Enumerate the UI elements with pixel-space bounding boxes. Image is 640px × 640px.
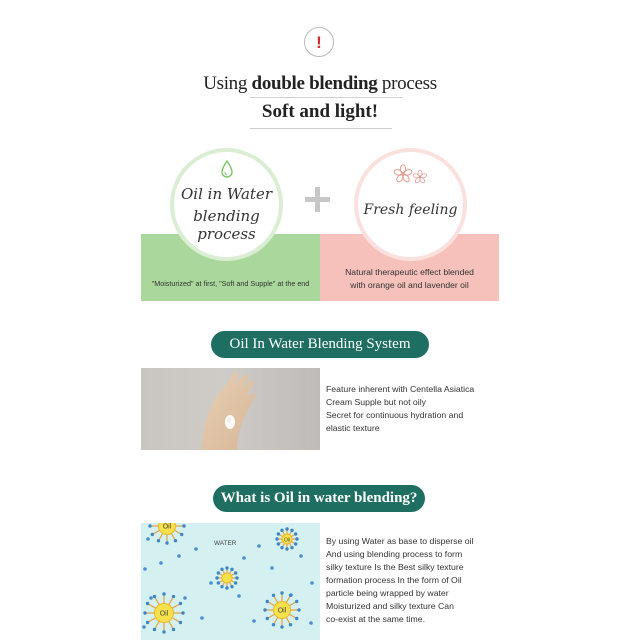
exclamation-icon: ! xyxy=(316,32,322,52)
description-line: silky texture Is the Best silky texture xyxy=(326,562,464,572)
headline-emphasis: double blending xyxy=(251,73,378,94)
fresh-feeling-circle xyxy=(354,148,467,261)
oil-label: Oil xyxy=(162,523,172,531)
oil-particle-diagram xyxy=(141,523,320,640)
headline-pre: Using xyxy=(203,73,252,94)
fresh-feeling-description xyxy=(320,266,499,292)
oil-label: Oil xyxy=(283,537,291,544)
oil-in-water-description: "Moisturized" at first, "Soft and Supple" at the end xyxy=(151,279,310,288)
feature-line: elastic texture xyxy=(326,423,380,433)
fresh-feeling-description-line-2: with orange oil and lavender oil xyxy=(350,280,469,290)
oil-particle xyxy=(275,527,298,550)
oil-in-water-diagram xyxy=(141,523,320,640)
oil-particle xyxy=(148,523,185,545)
description-line: By using Water as base to disperse oil xyxy=(326,536,474,546)
water-label: WATER xyxy=(214,540,237,547)
oil-particle xyxy=(215,566,238,589)
fresh-feeling-description-line-1: Natural therapeutic effect blended xyxy=(345,267,474,277)
description-line: And using blending process to form xyxy=(326,549,463,559)
what-is-oil-in-water-heading: What is Oil in water blending? xyxy=(213,485,425,512)
oil-in-water-circle xyxy=(170,148,283,261)
hand-illustration xyxy=(141,368,320,450)
feature-line: Cream Supple but not oily xyxy=(326,397,426,407)
description-line: Moisturized and silky texture Can xyxy=(326,601,454,611)
alert-badge xyxy=(304,27,334,57)
feature-list xyxy=(326,383,474,435)
headline-line-1 xyxy=(0,73,640,95)
description-line: particle being wrapped by water xyxy=(326,588,449,598)
oil-label: Oil xyxy=(277,607,287,615)
description-line: co-exist at the same time. xyxy=(326,614,425,624)
oil-in-water-system-heading: Oil In Water Blending System xyxy=(211,331,429,358)
oil-label: Oil xyxy=(159,610,169,618)
oil-particle xyxy=(263,591,300,628)
plus-icon xyxy=(305,187,330,212)
headline-line-2: Soft and light! xyxy=(261,101,379,122)
oil-in-water-title-line-2: blending process xyxy=(193,207,260,243)
divider xyxy=(250,97,403,98)
water-drop-icon xyxy=(221,160,233,178)
divider xyxy=(250,128,392,129)
oil-in-water-title-line-1: Oil in Water xyxy=(180,185,273,203)
headline-post: process xyxy=(377,73,437,94)
blending-description xyxy=(326,535,473,626)
flower-icon xyxy=(392,164,432,186)
hand-cream-photo xyxy=(141,368,320,450)
feature-line: Feature inherent with Centella Asiatica xyxy=(326,384,475,394)
description-line: formation process In the form of Oil xyxy=(326,575,462,585)
fresh-feeling-title: Fresh feeling xyxy=(363,202,458,218)
feature-line: Secret for continuous hydration and xyxy=(326,410,464,420)
